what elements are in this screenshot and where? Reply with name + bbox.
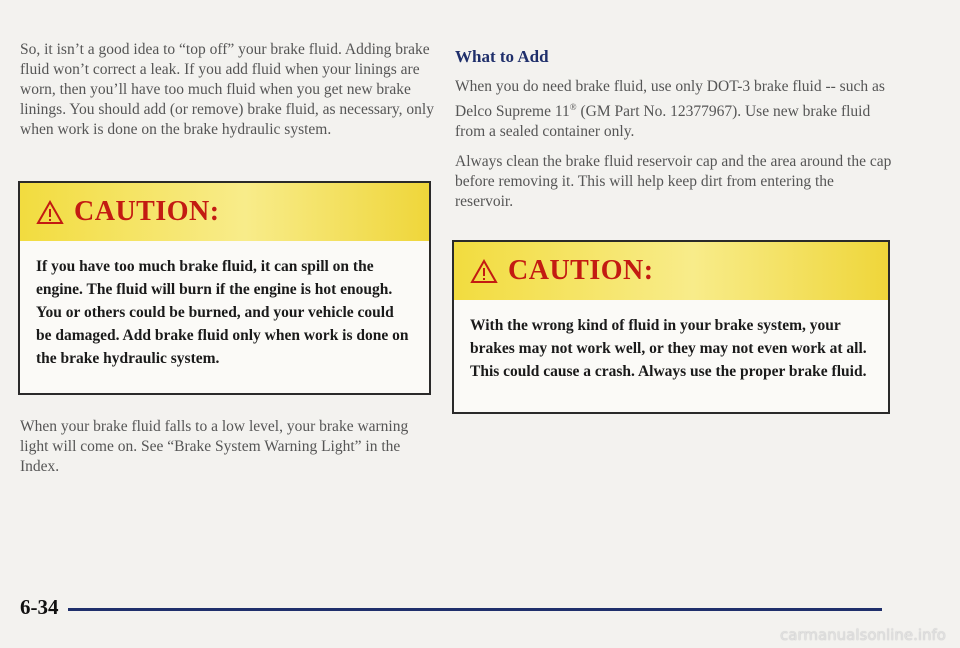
warning-triangle-icon bbox=[36, 200, 64, 225]
left-column bbox=[20, 40, 438, 150]
caution-text: With the wrong kind of fluid in your brake system, your brakes may not work well, or they may not even work at all. This could cause a crash. Always use the proper brake fluid. bbox=[470, 317, 867, 380]
section-heading: What to Add bbox=[455, 47, 549, 66]
intro-paragraph: So, it isn’t a good idea to “top off” your brake fluid. Adding brake fluid won’t correct a leak. If you add fluid when your linings are worn, then you’ll have too much fluid when you get new brake linings. You should add (or remove) brake fluid, as necessary, only when work is done on the brake hydraulic system. bbox=[20, 41, 434, 138]
caution-box-right bbox=[452, 240, 890, 414]
warning-triangle-icon bbox=[470, 259, 498, 284]
registered-mark: ® bbox=[569, 102, 577, 112]
caution-header bbox=[20, 183, 429, 241]
page-number: 6-34 bbox=[20, 595, 59, 619]
what-to-add-paragraph bbox=[455, 77, 895, 142]
clean-cap-paragraph: Always clean the brake fluid reservoir cap and the area around the cap before removing it. This will help keep dirt from entering the reservoir. bbox=[455, 153, 892, 211]
left-column-bottom bbox=[20, 417, 438, 487]
watermark: carmanualsonline.info bbox=[780, 626, 946, 644]
caution-text: If you have too much brake fluid, it can spill on the engine. The fluid will burn if the engine is hot enough. You or others could be burned, and your vehicle could be damaged. Add brake fluid only when work is done on the brake hydraulic system. bbox=[36, 258, 409, 367]
right-column bbox=[455, 40, 895, 222]
warning-light-paragraph: When your brake fluid falls to a low level, your brake warning light will come on. See “Brake System Warning Light” in the Index. bbox=[20, 418, 409, 475]
para-text-b: (GM Part No. 12377967). Use new brake fluid from a sealed container only. bbox=[455, 103, 871, 141]
caution-title: CAUTION: bbox=[508, 255, 654, 286]
caution-title: CAUTION: bbox=[74, 196, 220, 227]
footer-rule bbox=[68, 608, 882, 611]
para-text-a: When you do need brake fluid, use only DOT-3 brake fluid -- such as Delco Supreme 11 bbox=[455, 78, 885, 121]
caution-box-left bbox=[18, 181, 431, 395]
caution-header bbox=[454, 242, 888, 300]
